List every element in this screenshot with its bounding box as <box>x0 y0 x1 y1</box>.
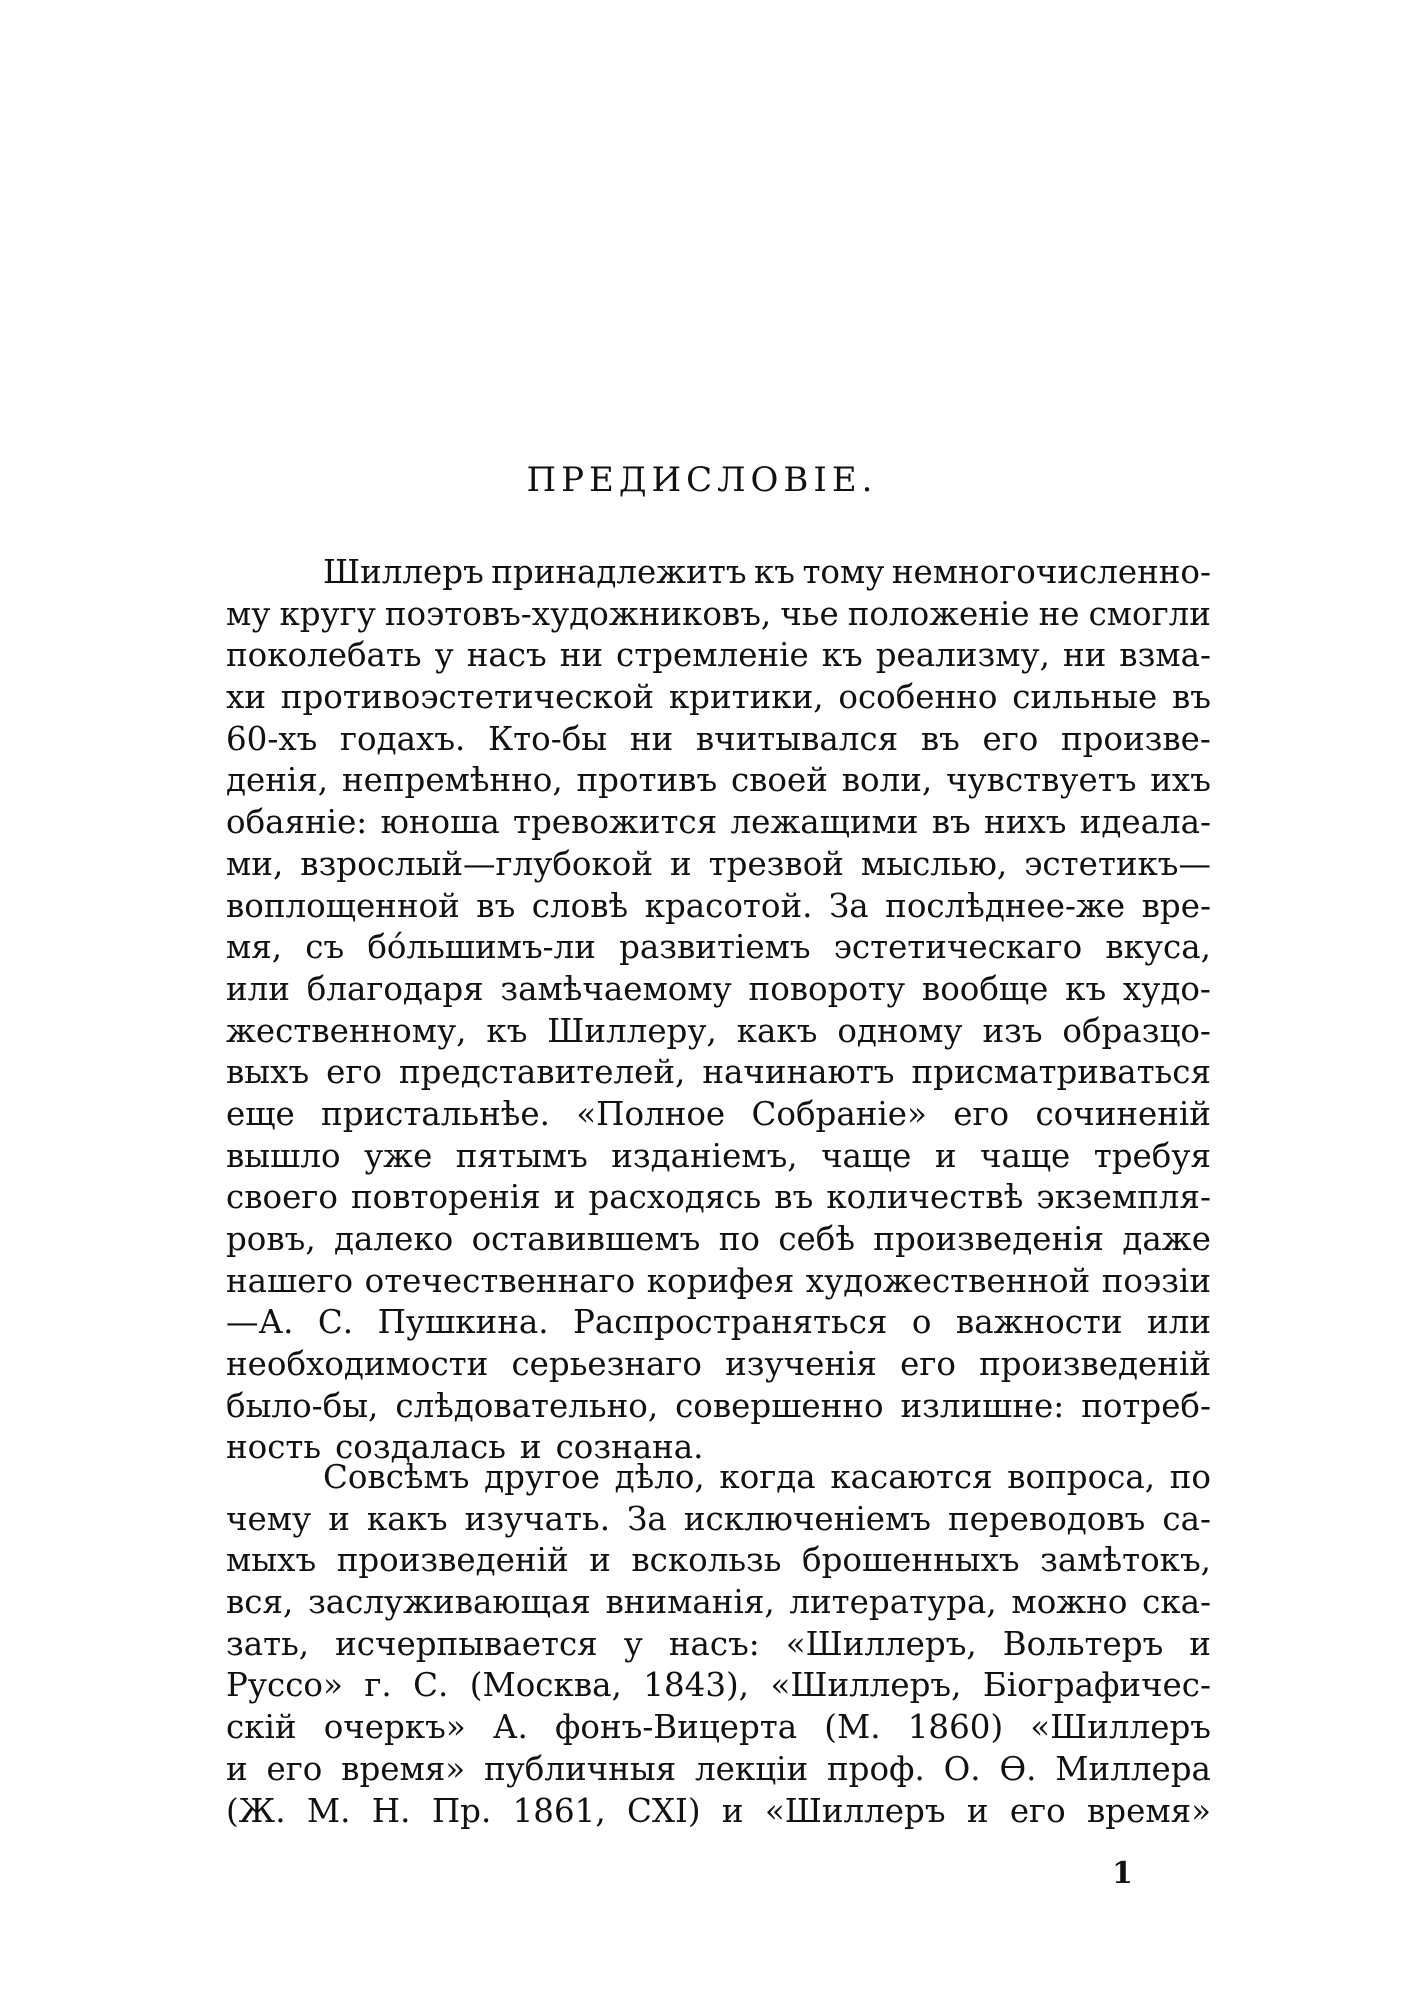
text-line: мыхъ произведеній и вскользь брошенныхъ замѣтокъ, <box>226 1541 1211 1580</box>
text-line: нашего отечественнаго корифея художественной поэзіи <box>226 1261 1211 1300</box>
text-line: или благодаря замѣчаемому повороту вообще къ худо- <box>226 969 1211 1008</box>
text-line: поколебать у насъ ни стремленіе къ реализму, ни взма- <box>226 636 1211 675</box>
text-line: ми, взрослый—глубокой и трезвой мыслью, эстетикъ— <box>226 844 1211 883</box>
text-line: и его время» публичныя лекціи проф. О. Ѳ. Миллера <box>226 1749 1211 1788</box>
text-line: денія, непремѣнно, противъ своей воли, чувствуетъ ихъ <box>226 761 1211 800</box>
text-line: (Ж. М. Н. Пр. 1861, CXI) и «Шиллеръ и его время» <box>226 1791 1211 1830</box>
paragraph-2 <box>226 1457 1211 1832</box>
text-line: му кругу поэтовъ-художниковъ, чье положеніе не смогли <box>226 594 1211 633</box>
text-line: чему и какъ изучать. За исключеніемъ переводовъ са- <box>226 1499 1211 1538</box>
text-line: необходимости серьезнаго изученія его произведеній <box>226 1345 1211 1384</box>
text-line: ровъ, далеко оставившемъ по себѣ произведенія даже <box>226 1220 1211 1258</box>
text-line: выхъ его представителей, начинаютъ присматриваться <box>226 1053 1211 1092</box>
text-line: Руссо» г. С. (Москва, 1843), «Шиллеръ, Біографичес- <box>226 1666 1211 1705</box>
paragraph-1 <box>226 552 1211 1469</box>
text-line: Совсѣмъ другое дѣло, когда касаются вопроса, по <box>323 1458 1211 1496</box>
text-line: еще пристальнѣе. «Полное Собраніе» его сочиненій <box>226 1094 1211 1133</box>
text-line: Шиллеръ принадлежитъ къ тому немногочисленно- <box>323 553 1211 591</box>
text-line: зать, исчерпывается у насъ: «Шиллеръ, Вольтеръ и <box>226 1624 1211 1663</box>
text-line: было-бы, слѣдовательно, совершенно излишне: потреб- <box>226 1386 1211 1425</box>
text-line: воплощенной въ словѣ красотой. За послѣднее-же вре- <box>226 886 1211 925</box>
text-line: вышло уже пятымъ изданіемъ, чаще и чаще требуя <box>226 1136 1211 1175</box>
text-line: вся, заслуживающая вниманія, литература, можно ска- <box>226 1583 1211 1622</box>
page-number: 1 <box>1112 1856 1133 1891</box>
text-line: скій очеркъ» А. фонъ-Вицерта (М. 1860) «Шиллеръ <box>226 1708 1211 1747</box>
text-line: жественному, къ Шиллеру, какъ одному изъ образцо- <box>226 1011 1211 1050</box>
text-line: хи противоэстетической критики, особенно сильные въ <box>226 678 1211 717</box>
text-line: мя, съ бóльшимъ-ли развитіемъ эстетическаго вкуса, <box>226 928 1211 967</box>
page-heading: ПРЕДИСЛОВІЕ. <box>526 460 878 500</box>
text-line: обаяніе: юноша тревожится лежащими въ нихъ идеала- <box>226 803 1211 842</box>
text-line: своего повторенія и расходясь въ количествѣ экземпля- <box>226 1178 1211 1217</box>
text-line: ность создалась и сознана. <box>226 1428 704 1467</box>
text-line: —А. С. Пушкина. Распространяться о важности или <box>226 1303 1211 1342</box>
text-line: 60-хъ годахъ. Кто-бы ни вчитывался въ его произве- <box>226 719 1211 758</box>
